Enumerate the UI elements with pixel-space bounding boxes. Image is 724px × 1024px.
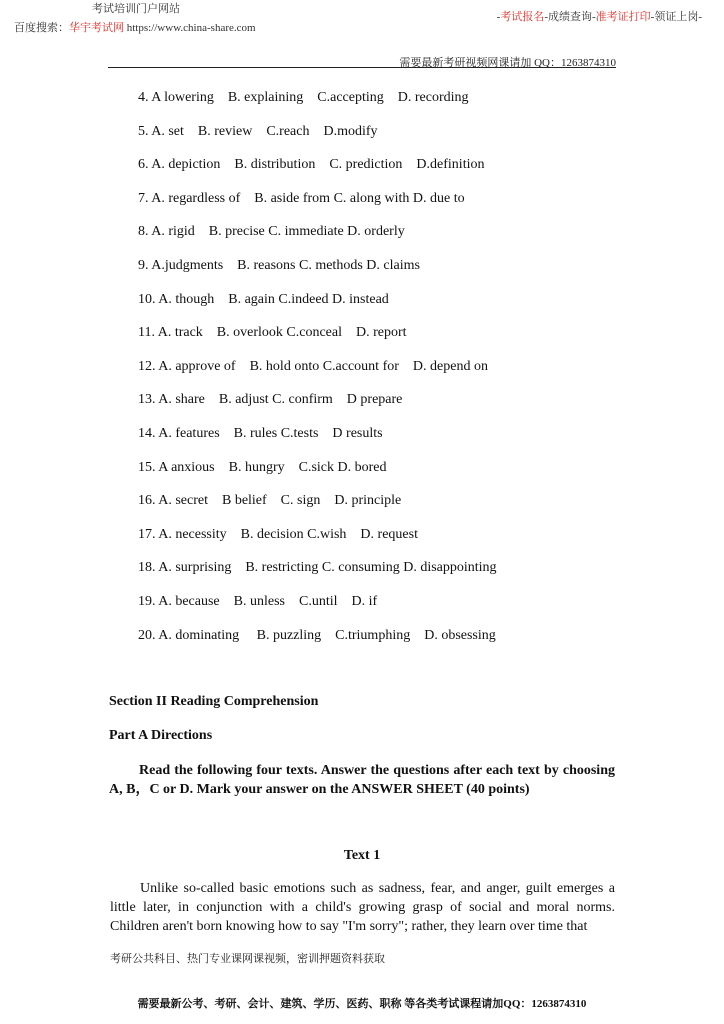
question-10: 10. A. though B. again C.indeed D. instead bbox=[138, 292, 389, 307]
question-9: 9. A.judgments B. reasons C. methods D. claims bbox=[138, 258, 420, 273]
text-paragraph: Unlike so-called basic emotions such as sadness, fear, and anger, guilt emerges a little later, in conjunction with a child's growing grasp of social and moral norms. Children aren't born knowing how to say "I'm sorry"; rather, they learn over time that bbox=[110, 881, 615, 934]
link-score[interactable]: 成绩查询 bbox=[547, 11, 592, 23]
separator: - bbox=[544, 11, 548, 23]
question-6: 6. A. depiction B. distribution C. prediction D.definition bbox=[138, 157, 485, 172]
question-13: 13. A. share B. adjust C. confirm D prepare bbox=[138, 392, 403, 407]
footer-contact: 需要最新公考、考研、会计、建筑、学历、医药、职称 等各类考试课程请加QQ：1263874310 bbox=[137, 998, 587, 1010]
question-7: 7. A. regardless of B. aside from C. along with D. due to bbox=[138, 191, 465, 206]
question-11: 11. A. track B. overlook C.conceal D. report bbox=[138, 325, 407, 340]
link-admission[interactable]: 准考证打印 bbox=[595, 11, 651, 23]
directions-paragraph: Read the following four texts. Answer the questions after each text by choosing A, B，C or D. Mark your answer on the ANSWER SHEET (40 points) bbox=[109, 763, 615, 797]
baidu-search-line bbox=[14, 21, 256, 35]
question-14: 14. A. features B. rules C.tests D results bbox=[138, 426, 383, 441]
question-16: 16. A. secret B belief C. sign D. principle bbox=[138, 493, 402, 508]
baidu-site-name: 华宇考试网 bbox=[69, 22, 124, 34]
link-registration[interactable]: 考试报名 bbox=[500, 11, 545, 23]
link-job[interactable]: 领证上岗 bbox=[654, 11, 699, 23]
separator: - bbox=[650, 11, 655, 23]
site-title: 考试培训门户网站 bbox=[92, 3, 180, 15]
question-8: 8. A. rigid B. precise C. immediate D. orderly bbox=[138, 224, 405, 239]
baidu-label: 百度搜索： bbox=[14, 22, 69, 34]
text-title: Text 1 bbox=[343, 848, 381, 863]
site-url[interactable]: https://www.china-share.com bbox=[126, 22, 256, 34]
separator: - bbox=[591, 11, 596, 23]
top-links bbox=[497, 10, 702, 24]
question-17: 17. A. necessity B. decision C.wish D. request bbox=[138, 527, 418, 542]
separator: - bbox=[496, 11, 501, 23]
question-20: 20. A. dominating B. puzzling C.triumphing D. obsessing bbox=[138, 628, 496, 643]
question-19: 19. A. because B. unless C.until D. if bbox=[138, 594, 378, 609]
separator: - bbox=[698, 11, 702, 23]
section-heading: Section II Reading Comprehension bbox=[109, 694, 319, 709]
question-15: 15. A anxious B. hungry C.sick D. bored bbox=[138, 460, 387, 475]
question-12: 12. A. approve of B. hold onto C.account for D. depend on bbox=[138, 359, 488, 374]
header-divider bbox=[108, 67, 616, 68]
part-heading: Part A Directions bbox=[109, 728, 213, 743]
question-4: 4. A lowering B. explaining C.accepting D. recording bbox=[138, 90, 469, 105]
question-18: 18. A. surprising B. restricting C. consuming D. disappointing bbox=[138, 560, 497, 575]
question-5: 5. A. set B. review C.reach D.modify bbox=[138, 124, 378, 139]
qq-notice: 需要最新考研视频网课请加 QQ：1263874310 bbox=[399, 57, 616, 69]
footer-note: 考研公共科目、热门专业课网课视频，密训押题资料获取 bbox=[110, 953, 385, 965]
